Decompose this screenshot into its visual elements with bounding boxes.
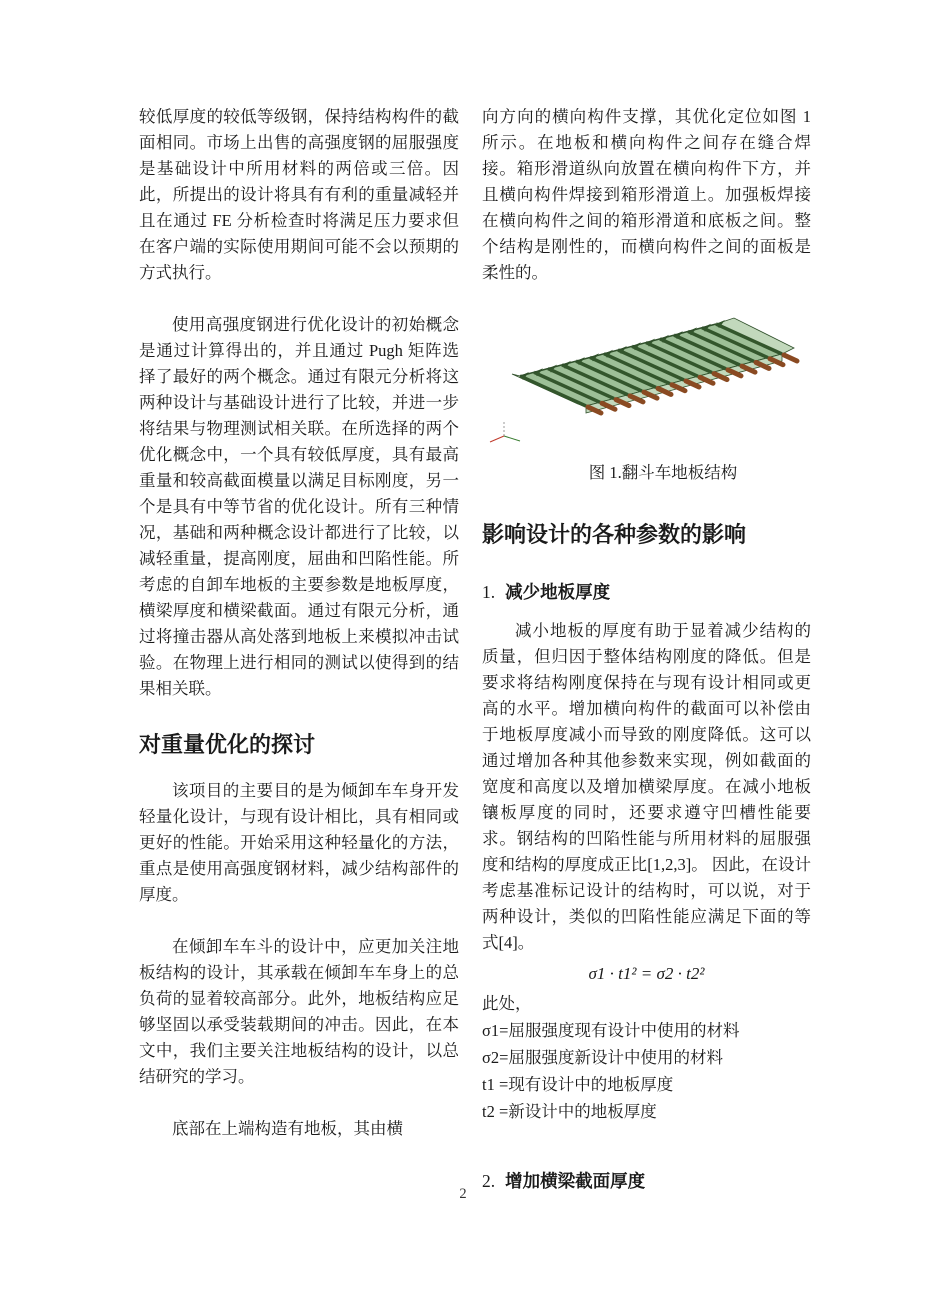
subsection-label: 减少地板厚度: [505, 582, 611, 602]
paragraph: 底部在上端构造有地板，其由横: [172, 1119, 403, 1138]
definition-sigma2: σ2=屈服强度新设计中使用的材料: [482, 1048, 723, 1067]
coordinate-axes-icon: [490, 420, 520, 442]
subsection-number: 1.: [482, 582, 496, 602]
right-column: [482, 104, 811, 1207]
denting-equation: σ1 · t1² = σ2 · t2²: [588, 964, 705, 983]
definition-t1: t1 =现有设计中的地板厚度: [482, 1075, 674, 1094]
section-heading-weight-optimization: 对重量优化的探讨: [139, 732, 316, 757]
section-heading-parameter-effects: 影响设计的各种参数的影响: [482, 522, 747, 547]
figure-caption: 图 1.翻斗车地板结构: [588, 463, 738, 482]
paragraph: 使用高强度钢进行优化设计的初始概念是通过计算得出的，并且通过 Pugh 矩阵选择了最好的两个概念。通过有限元分析将这两种设计与基础设计进行了比较，并进一步将结果与物理测试相关联。在所选择的两个优化概念中，一个具有较低厚度，具有最高重量和较高截面模量以满足目标刚度，另一个是具有中等节省的优化设计。所有三种情况，基础和两种概念设计都进行了比较，以减轻重量，提高刚度，屈曲和凹陷性能。所考虑的自卸车地板的主要参数是地板厚度，横梁厚度和横梁截面。通过有限元分析，通过将撞击器从高处落到地板上来模拟冲击试验。在物理上进行相同的测试以使得到的结果相关联。: [139, 315, 459, 698]
subsection-number: 2.: [482, 1171, 496, 1191]
subsection-label: 增加横梁截面厚度: [505, 1171, 646, 1191]
paragraph: 向方向的横向构件支撑，其优化定位如图 1 所示。在地板和横向构件之间存在缝合焊接。箱形滑道纵向放置在横向构件下方，并且横向构件焊接到箱形滑道上。加强板焊接在横向构件之间的箱形滑道和底板之间。整个结构是刚性的，而横向构件之间的面板是柔性的。: [482, 107, 811, 282]
paragraph: 减小地板的厚度有助于显着减少结构的质量，但归因于整体结构刚度的降低。但是要求将结构刚度保持在与现有设计相同或更高的水平。增加横向构件的截面可以补偿由于地板厚度减小而导致的刚度降低。这可以通过增加各种其他参数来实现，例如截面的宽度和高度以及增加横梁厚度。在减小地板镶板厚度的同时，还要求遵守凹槽性能要求。钢结构的凹陷性能与所用材料的屈服强度和结构的厚度成正比[1,2,3]。 因此，在设计考虑基准标记设计的结构时，可以说，对于两种设计，类似的凹陷性能应满足下面的等式[4]。: [482, 621, 811, 952]
where-label: 此处，: [482, 994, 532, 1013]
left-column: [139, 104, 459, 1142]
equation-definitions: [482, 990, 811, 1125]
definition-t2: t2 =新设计中的地板厚度: [482, 1102, 657, 1121]
figure-1-truck-floor-structure: [482, 312, 802, 458]
page-number: 2: [459, 1186, 467, 1202]
subsection-1-reduce-floor-thickness: [482, 580, 811, 604]
paragraph: 在倾卸车车斗的设计中，应更加关注地板结构的设计，其承载在倾卸车车身上的总负荷的显着较高部分。此外，地板结构应足够坚固以承受装载期间的冲击。因此，在本文中，我们主要关注地板结构的设计，以总结研究的学习。: [139, 937, 459, 1086]
paragraph: 该项目的主要目的是为倾卸车车身开发轻量化设计，与现有设计相比，具有相同或更好的性能。开始采用这种轻量化的方法，重点是使用高强度钢材料，减少结构部件的厚度。: [139, 781, 459, 904]
floor-structure-svg: [482, 312, 802, 450]
definition-sigma1: σ1=屈服强度现有设计中使用的材料: [482, 1021, 740, 1040]
paragraph: 较低厚度的较低等级钢，保持结构构件的截面相同。市场上出售的高强度钢的屈服强度是基础设计中所用材料的两倍或三倍。因此，所提出的设计将具有有利的重量减轻并且在通过 FE 分析检查时将满足压力要求但在客户端的实际使用期间可能不会以预期的方式执行。: [139, 107, 459, 282]
